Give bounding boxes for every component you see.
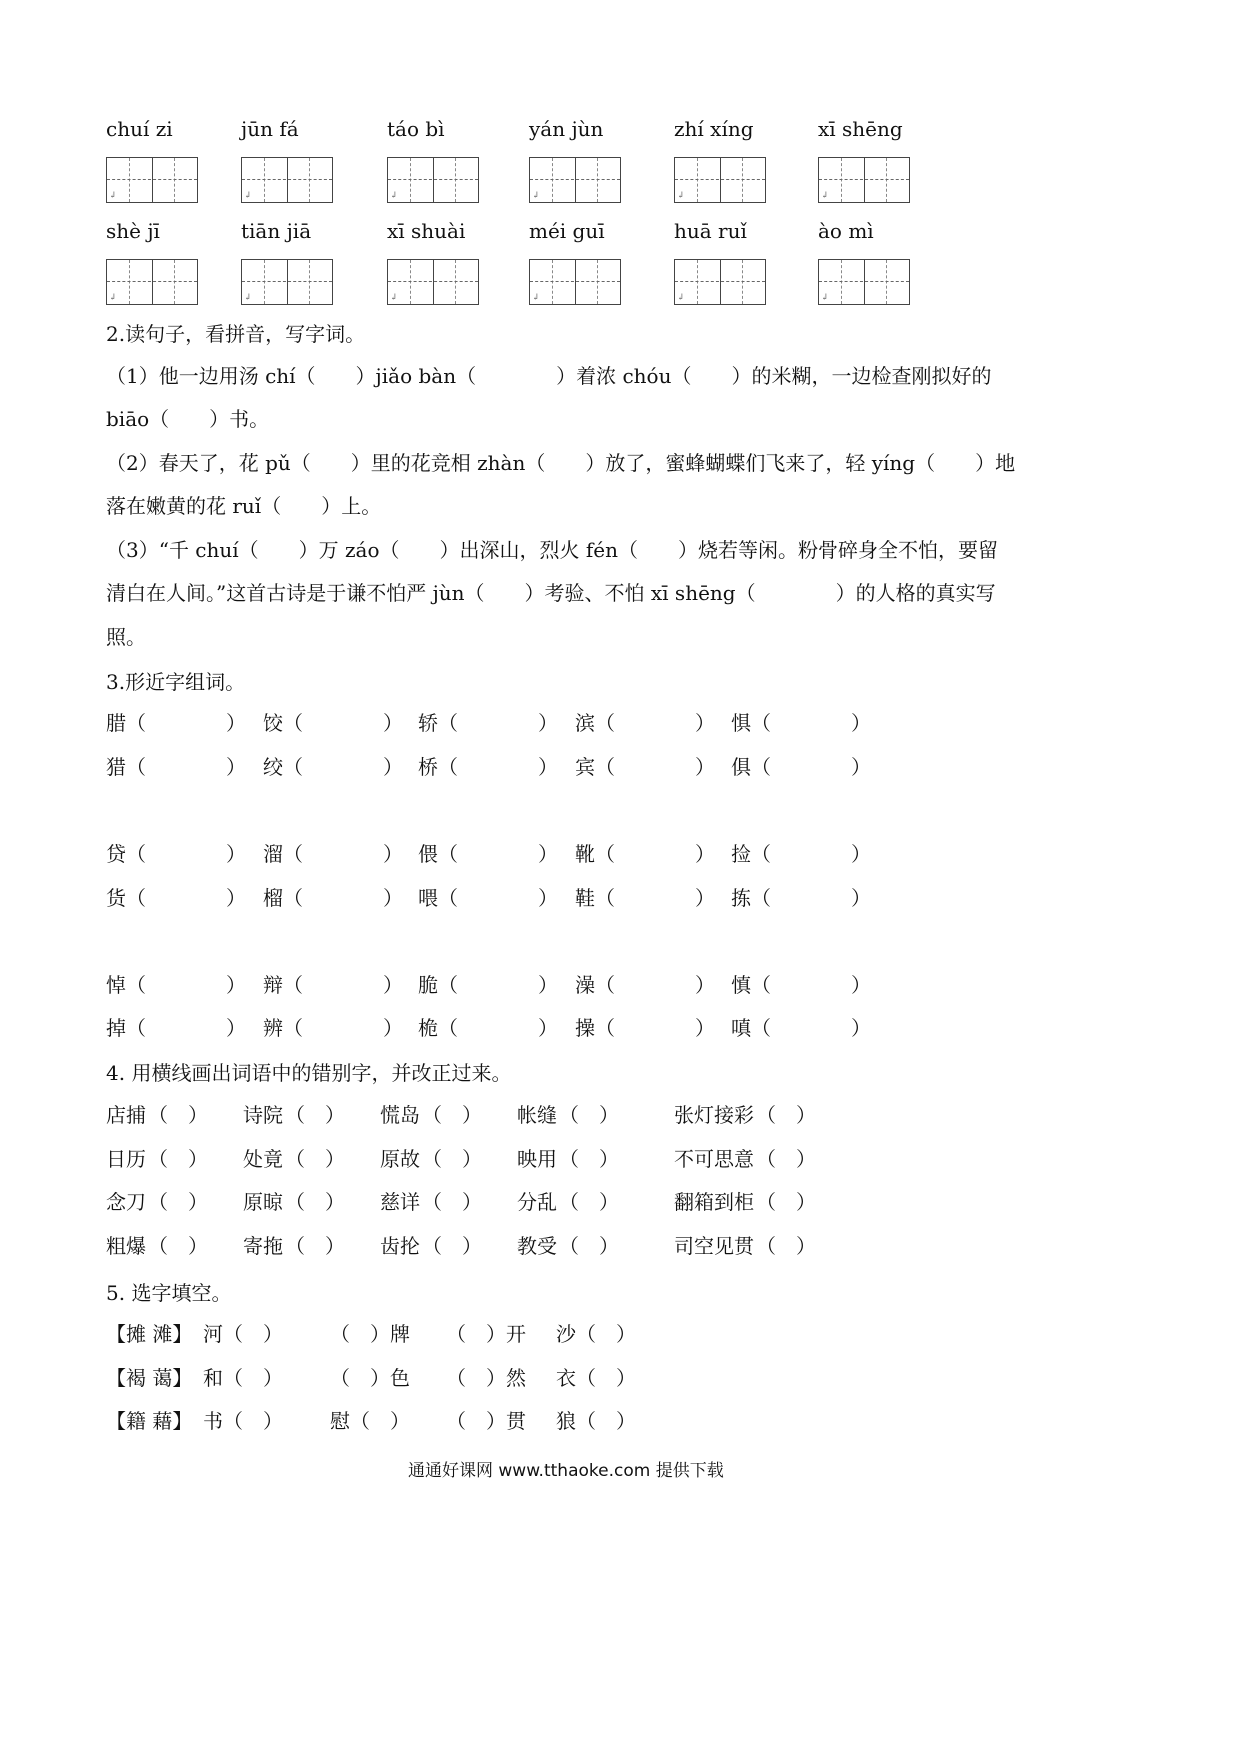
- writing-grid-box[interactable]: ↲: [106, 259, 198, 305]
- q5-fill-item[interactable]: 衣（ ）: [556, 1366, 636, 1390]
- q3-answer-blank[interactable]: （ ）: [126, 711, 246, 735]
- q4-correction-blank[interactable]: （ ）: [559, 1103, 619, 1127]
- q3-answer-blank[interactable]: （ ）: [283, 886, 403, 910]
- q4-correction-blank[interactable]: （ ）: [756, 1190, 816, 1214]
- q4-correction-blank[interactable]: （ ）: [285, 1103, 345, 1127]
- q3-char: 轿: [418, 711, 438, 735]
- q3-answer-blank[interactable]: （ ）: [595, 711, 715, 735]
- q3-char: 拣: [731, 886, 751, 910]
- q4-word: 寄拖: [243, 1234, 283, 1258]
- q4-word: 念刀: [106, 1190, 146, 1214]
- q3-answer-blank[interactable]: （ ）: [283, 711, 403, 735]
- q4-correction-blank[interactable]: （ ）: [422, 1190, 482, 1214]
- q3-char: 喂: [418, 886, 438, 910]
- q3-char: 桥: [418, 755, 438, 779]
- pinyin-label: zhí xíng: [674, 117, 754, 141]
- q3-answer-blank[interactable]: （ ）: [595, 842, 715, 866]
- q3-answer-blank[interactable]: （ ）: [126, 886, 246, 910]
- q4-correction-blank[interactable]: （ ）: [148, 1103, 208, 1127]
- q3-char: 掉: [106, 1016, 126, 1040]
- q5-fill-item[interactable]: 和（ ）: [203, 1366, 283, 1390]
- q3-char: 澡: [575, 973, 595, 997]
- q2-line-7: 照。: [106, 625, 146, 649]
- q4-word: 慌岛: [380, 1103, 420, 1127]
- q3-answer-blank[interactable]: （ ）: [438, 755, 558, 779]
- q3-char: 猎: [106, 755, 126, 779]
- q3-answer-blank[interactable]: （ ）: [438, 886, 558, 910]
- footer-source: 通通好课网 www.tthaoke.com 提供下载: [408, 1461, 724, 1481]
- q3-char: 贷: [106, 842, 126, 866]
- writing-grid-box[interactable]: ↲: [674, 259, 766, 305]
- pinyin-label: méi guī: [529, 219, 605, 243]
- writing-grid-box[interactable]: ↲: [387, 157, 479, 203]
- q3-answer-blank[interactable]: （ ）: [283, 1016, 403, 1040]
- q4-word: 原晾: [243, 1190, 283, 1214]
- q5-fill-item[interactable]: （ ）开: [446, 1322, 526, 1346]
- q3-answer-blank[interactable]: （ ）: [283, 755, 403, 779]
- q4-word: 分乱: [517, 1190, 557, 1214]
- q4-correction-blank[interactable]: （ ）: [148, 1190, 208, 1214]
- writing-grid-box[interactable]: ↲: [529, 157, 621, 203]
- writing-grid-box[interactable]: ↲: [106, 157, 198, 203]
- q3-char: 桅: [418, 1016, 438, 1040]
- q3-char: 溜: [263, 842, 283, 866]
- q5-fill-item[interactable]: （ ）色: [330, 1366, 410, 1390]
- q3-answer-blank[interactable]: （ ）: [438, 973, 558, 997]
- pinyin-label: chuí zi: [106, 117, 173, 141]
- q3-char: 货: [106, 886, 126, 910]
- writing-grid-box[interactable]: ↲: [241, 157, 333, 203]
- q5-fill-item[interactable]: 书（ ）: [203, 1409, 283, 1433]
- q5-fill-item[interactable]: 河（ ）: [203, 1322, 283, 1346]
- pinyin-label: xī shēng: [818, 117, 903, 141]
- q4-word: 不可思意: [674, 1147, 754, 1171]
- q3-char: 脆: [418, 973, 438, 997]
- pinyin-label: táo bì: [387, 117, 445, 141]
- q3-answer-blank[interactable]: （ ）: [126, 755, 246, 779]
- writing-grid-box[interactable]: ↲: [818, 157, 910, 203]
- q4-word: 张灯接彩: [674, 1103, 754, 1127]
- q4-correction-blank[interactable]: （ ）: [285, 1234, 345, 1258]
- q4-word: 教受: [517, 1234, 557, 1258]
- q4-word: 司空见贯: [674, 1234, 754, 1258]
- writing-grid-box[interactable]: ↲: [387, 259, 479, 305]
- q4-correction-blank[interactable]: （ ）: [148, 1147, 208, 1171]
- q4-correction-blank[interactable]: （ ）: [422, 1234, 482, 1258]
- q4-word: 原故: [380, 1147, 420, 1171]
- pinyin-label: ào mì: [818, 219, 874, 243]
- q4-correction-blank[interactable]: （ ）: [756, 1103, 816, 1127]
- writing-grid-box[interactable]: ↲: [529, 259, 621, 305]
- q3-char: 靴: [575, 842, 595, 866]
- q4-word: 日历: [106, 1147, 146, 1171]
- q3-answer-blank[interactable]: （ ）: [751, 1016, 871, 1040]
- q4-correction-blank[interactable]: （ ）: [285, 1147, 345, 1171]
- q3-char: 慎: [731, 973, 751, 997]
- q3-answer-blank[interactable]: （ ）: [438, 1016, 558, 1040]
- q2-line-5: （3）“千 chuí（ ）万 záo（ ）出深山，烈火 fén（ ）烧若等闲。粉骨碎身全不怕，要留: [106, 538, 999, 562]
- q5-fill-item[interactable]: 狼（ ）: [556, 1409, 636, 1433]
- q2-line-1: （1）他一边用汤 chí（ ）jiǎo bàn（ ）着浓 chóu（ ）的米糊，一边检查刚拟好的: [106, 364, 992, 388]
- q4-word: 翻箱到柜: [674, 1190, 754, 1214]
- q5-char-pair: 【摊 滩】: [106, 1322, 193, 1346]
- q5-fill-item[interactable]: （ ）贯: [446, 1409, 526, 1433]
- q3-char: 饺: [263, 711, 283, 735]
- q4-word: 映用: [517, 1147, 557, 1171]
- q2-line-6: 清白在人间。”这首古诗是于谦不怕严 jùn（ ）考验、不怕 xī shēng（ ）的人格的真实写: [106, 581, 996, 605]
- q3-answer-blank[interactable]: （ ）: [751, 973, 871, 997]
- q3-answer-blank[interactable]: （ ）: [595, 973, 715, 997]
- q4-word: 诗院: [243, 1103, 283, 1127]
- q3-char: 惧: [731, 711, 751, 735]
- pinyin-label: jūn fá: [241, 117, 299, 141]
- pinyin-label: shè jī: [106, 219, 160, 243]
- q3-answer-blank[interactable]: （ ）: [595, 1016, 715, 1040]
- q3-answer-blank[interactable]: （ ）: [438, 842, 558, 866]
- q3-char: 绞: [263, 755, 283, 779]
- q3-answer-blank[interactable]: （ ）: [751, 755, 871, 779]
- q3-char: 鞋: [575, 886, 595, 910]
- q5-fill-item[interactable]: 沙（ ）: [556, 1322, 636, 1346]
- q4-title: 4. 用横线画出词语中的错别字，并改正过来。: [106, 1061, 512, 1085]
- q3-char: 捡: [731, 842, 751, 866]
- q3-char: 悼: [106, 973, 126, 997]
- q4-correction-blank[interactable]: （ ）: [559, 1234, 619, 1258]
- writing-grid-box[interactable]: ↲: [818, 259, 910, 305]
- q4-word: 粗爆: [106, 1234, 146, 1258]
- q3-char: 嗔: [731, 1016, 751, 1040]
- q3-char: 腊: [106, 711, 126, 735]
- q3-char: 辩: [263, 973, 283, 997]
- writing-grid-box[interactable]: ↲: [674, 157, 766, 203]
- q3-answer-blank[interactable]: （ ）: [751, 886, 871, 910]
- q3-answer-blank[interactable]: （ ）: [283, 842, 403, 866]
- q4-word: 处竟: [243, 1147, 283, 1171]
- q5-char-pair: 【褐 蔼】: [106, 1366, 193, 1390]
- q5-fill-item[interactable]: （ ）然: [446, 1366, 526, 1390]
- q2-line-4: 落在嫩黄的花 ruǐ（ ）上。: [106, 494, 382, 518]
- pinyin-label: xī shuài: [387, 219, 466, 243]
- q5-fill-item[interactable]: （ ）牌: [330, 1322, 410, 1346]
- q5-fill-item[interactable]: 慰（ ）: [330, 1409, 410, 1433]
- q4-word: 慈详: [380, 1190, 420, 1214]
- q3-answer-blank[interactable]: （ ）: [438, 711, 558, 735]
- q3-answer-blank[interactable]: （ ）: [126, 973, 246, 997]
- writing-grid-box[interactable]: ↲: [241, 259, 333, 305]
- q4-correction-blank[interactable]: （ ）: [756, 1147, 816, 1171]
- q3-answer-blank[interactable]: （ ）: [751, 842, 871, 866]
- q4-correction-blank[interactable]: （ ）: [148, 1234, 208, 1258]
- pinyin-label: yán jùn: [529, 117, 604, 141]
- q3-answer-blank[interactable]: （ ）: [126, 842, 246, 866]
- q3-answer-blank[interactable]: （ ）: [283, 973, 403, 997]
- q2-line-3: （2）春天了，花 pǔ（ ）里的花竞相 zhàn（ ）放了，蜜蜂蝴蝶们飞来了，轻 yíng（ ）地: [106, 451, 1016, 475]
- q4-correction-blank[interactable]: （ ）: [559, 1190, 619, 1214]
- q3-answer-blank[interactable]: （ ）: [751, 711, 871, 735]
- q4-correction-blank[interactable]: （ ）: [422, 1147, 482, 1171]
- q4-correction-blank[interactable]: （ ）: [422, 1103, 482, 1127]
- q5-char-pair: 【籍 藉】: [106, 1409, 193, 1433]
- q3-char: 操: [575, 1016, 595, 1040]
- q4-word: 帐缝: [517, 1103, 557, 1127]
- q3-answer-blank[interactable]: （ ）: [126, 1016, 246, 1040]
- q3-char: 滨: [575, 711, 595, 735]
- q3-char: 宾: [575, 755, 595, 779]
- q4-correction-blank[interactable]: （ ）: [756, 1234, 816, 1258]
- q2-title: 2.读句子，看拼音，写字词。: [106, 322, 366, 346]
- q4-word: 齿抡: [380, 1234, 420, 1258]
- pinyin-label: tiān jiā: [241, 219, 312, 243]
- q2-line-2: biāo（ ）书。: [106, 407, 270, 431]
- q3-title: 3.形近字组词。: [106, 670, 246, 694]
- q3-char: 俱: [731, 755, 751, 779]
- q4-correction-blank[interactable]: （ ）: [559, 1147, 619, 1171]
- q5-title: 5. 选字填空。: [106, 1281, 232, 1305]
- q3-char: 偎: [418, 842, 438, 866]
- q3-char: 辨: [263, 1016, 283, 1040]
- pinyin-label: huā ruǐ: [674, 219, 747, 243]
- q4-correction-blank[interactable]: （ ）: [285, 1190, 345, 1214]
- q3-answer-blank[interactable]: （ ）: [595, 886, 715, 910]
- q3-answer-blank[interactable]: （ ）: [595, 755, 715, 779]
- q3-char: 榴: [263, 886, 283, 910]
- q4-word: 店捕: [106, 1103, 146, 1127]
